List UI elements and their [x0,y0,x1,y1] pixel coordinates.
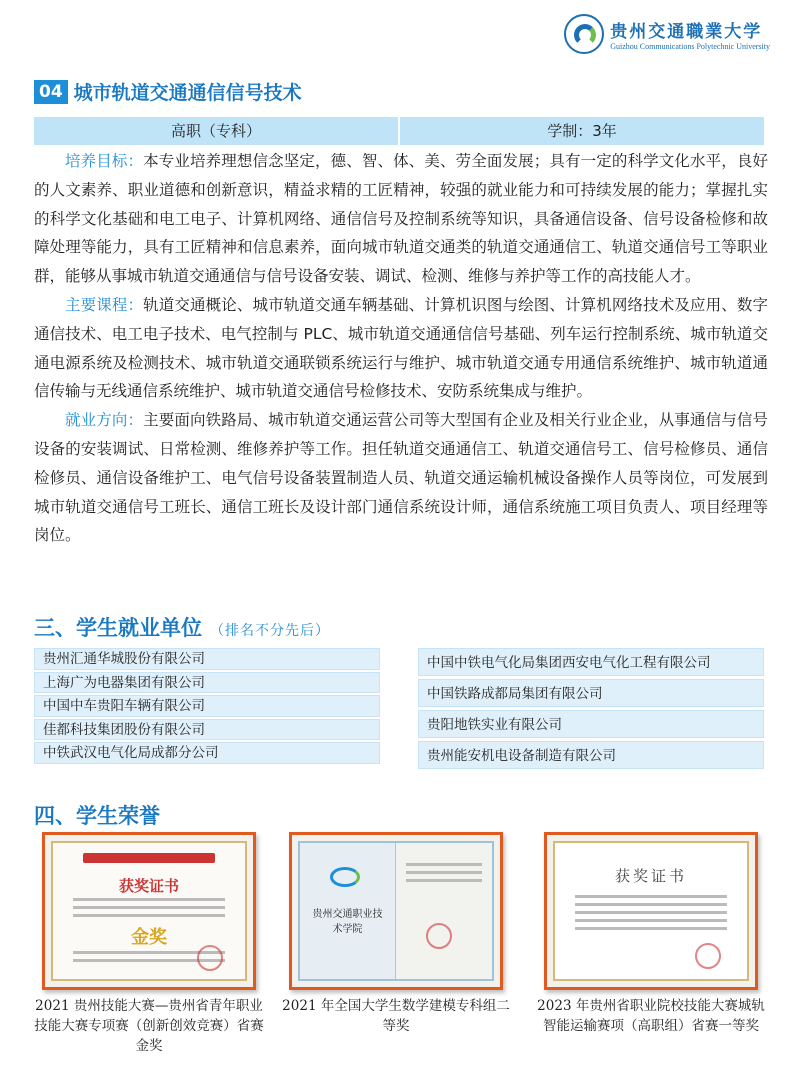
certificate-image-1 [42,832,256,990]
list-item: 贵阳地铁实业有限公司 [418,710,764,738]
courses-text: 轨道交通概论、城市轨道交通车辆基础、计算机识图与绘图、计算机网络技术及应用、数字通信技术、电工电子技术、电气控制与 PLC、城市轨道交通通信信号基础、列车运行控制系统、城市轨道交通电源系统及检测技术、城市轨道交通联锁系统运行与维护、城市轨道交通专用通信系统维护、城市轨道通信传输与无线通信系统维护、城市轨道交通信号检修技术、安防系统集成与维护。 [34,295,768,401]
list-item: 上海广为电器集团有限公司 [34,672,380,694]
major-description [34,147,768,550]
major-title: 城市轨道交通通信信号技术 [73,82,302,104]
employers-title: 三、学生就业单位 [34,616,202,640]
list-item: 贵州汇通华城股份有限公司 [34,648,380,670]
seal-icon [426,923,452,949]
courses-paragraph [34,291,768,406]
honors-heading [34,800,160,830]
major-level: 高职（专科） [170,122,261,140]
school-logo [564,14,770,54]
goal-paragraph [34,147,768,291]
list-item: 佳都科技集团股份有限公司 [34,719,380,741]
cert1-caption: 2021 贵州技能大赛—贵州省青年职业技能大赛专项赛（创新创效竞赛）省赛金奖 [34,998,264,1054]
school-name-cn: 贵州交通職業大学 [610,22,763,42]
major-duration: 学制：3年 [398,117,764,145]
career-paragraph [34,406,768,550]
employers-right-list [418,648,764,769]
school-emblem-icon [330,867,360,887]
career-text: 主要面向铁路局、城市轨道交通运营公司等大型国有企业及相关行业企业，从事通信与信号设备的安装调试、日常检测、维修养护等工作。担任轨道交通通信工、轨道交通信号工、信号检修员、通信检修员、通信设备维护工、电气信号设备装置制造人员、轨道交通运输机械设备操作人员等岗位，可发展到城市轨道交通信号工班长、通信工班长及设计部门通信系统设计师，通信系统施工项目负责人、项目经理等岗位。 [34,411,768,545]
list-item: 中国铁路成都局集团有限公司 [418,679,764,707]
list-item: 贵州能安机电设备制造有限公司 [418,741,764,769]
cert1-award: 金奖 [131,927,167,948]
certificate-image-3 [544,832,758,990]
school-name-en: Guizhou Communications Polytechnic University [610,42,770,51]
major-info-bar [34,117,764,145]
career-label: 就业方向： [65,411,144,430]
honors-title: 四、学生荣誉 [34,804,160,828]
courses-label: 主要课程： [65,295,144,314]
list-item: 中国中铁电气化局集团西安电气化工程有限公司 [418,648,764,676]
cert3-caption: 2023 年贵州省职业院校技能大赛城轨智能运输赛项（高职组）省赛一等奖 [537,998,765,1034]
employers-left-list [34,648,380,764]
list-item: 中铁武汉电气化局成都分公司 [34,742,380,764]
employers-heading [34,612,330,642]
cert2-caption: 2021 年全国大学生数学建模专科组二等奖 [282,998,510,1034]
seal-icon [695,943,721,969]
seal-icon [197,945,223,971]
major-heading [34,78,302,105]
major-number-badge: 04 [34,80,68,104]
goal-label: 培养目标： [65,152,144,170]
certificate-image-2 [289,832,503,990]
cert2-school: 贵州交通职业技术学院 [312,909,383,935]
list-item: 中国中车贵阳车辆有限公司 [34,695,380,717]
employers-note: （排名不分先后） [210,623,330,639]
cert1-heading: 获奖证书 [118,877,179,895]
school-emblem-icon [564,14,604,54]
cert3-heading: 获奖证书 [614,867,687,885]
goal-text: 本专业培养理想信念坚定，德、智、体、美、劳全面发展；具有一定的科学文化水平，良好的人文素养、职业道德和创新意识，精益求精的工匠精神，较强的就业能力和可持续发展的能力；掌握扎实的科学文化基础和电工电子、计算机网络、通信信号及控制系统等知识，具备通信设备、信号设备检修和故障处理等能力，具有工匠精神和信息素养，面向城市轨道交通类的轨道交通通信工、轨道交通信号工等职业群，能够从事城市轨道交通通信与信号设备安装、调试、检测、维修与养护等工作的高技能人才。 [34,152,768,286]
